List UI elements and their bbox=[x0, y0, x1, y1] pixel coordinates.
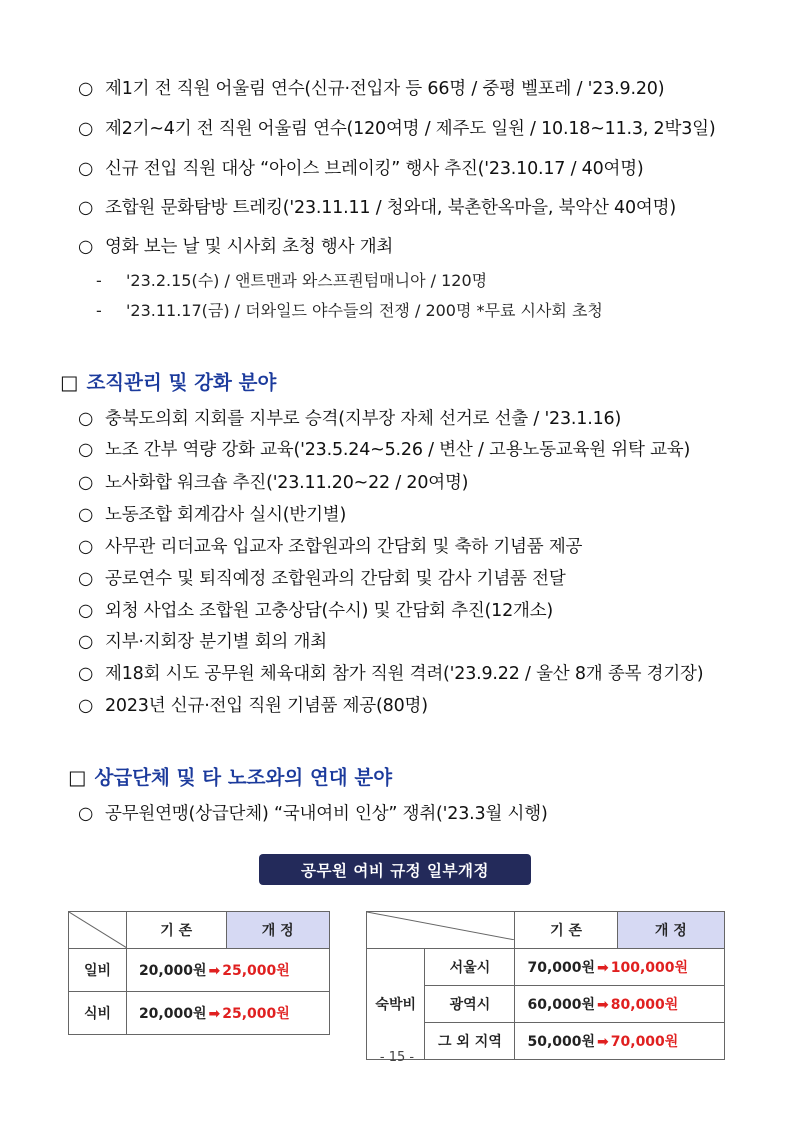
circle-marker-icon: ○ bbox=[78, 505, 94, 525]
table-row bbox=[69, 949, 330, 992]
list-item: ○ 신규 전입 직원 대상 “아이스 브레이킹” 행사 추진('23.10.17 / 40여명) bbox=[78, 159, 644, 179]
lodging-table bbox=[366, 911, 725, 1060]
sub-list-item: - '23.11.17(금) / 더와일드 야수들의 전쟁 / 200명 *무료 시사회 초청 bbox=[96, 301, 603, 320]
diagonal-line-icon bbox=[367, 912, 515, 940]
list-item: ○ 외청 사업소 조합원 고충상담(수시) 및 간담회 추진(12개소) bbox=[78, 601, 554, 621]
list-item: ○ 공무원연맹(상급단체) “국내여비 인상” 쟁취('23.3월 시행) bbox=[78, 804, 548, 824]
list-item: ○ 제18회 시도 공무원 체육대회 참가 직원 격려('23.9.22 / 울산 8개 종목 경기장) bbox=[78, 664, 704, 684]
column-header: 개 정 bbox=[617, 912, 724, 949]
list-item: ○ 제1기 전 직원 어울림 연수(신규·전입자 등 66명 / 중평 벨포레 / '23.9.20) bbox=[78, 79, 665, 99]
row-values: 60,000원 ➡ 80,000원 bbox=[515, 986, 725, 1023]
list-item: ○ 공로연수 및 퇴직예정 조합원과의 간담회 및 감사 기념품 전달 bbox=[78, 569, 566, 589]
table-row bbox=[367, 949, 725, 986]
right-arrow-icon: ➡ bbox=[597, 997, 609, 1013]
right-arrow-icon: ➡ bbox=[208, 963, 221, 979]
row-label: 서울시 bbox=[425, 949, 515, 986]
row-values: 50,000원 ➡ 70,000원 bbox=[515, 1023, 725, 1060]
circle-marker-icon: ○ bbox=[78, 198, 94, 218]
group-label: 숙박비 bbox=[367, 949, 425, 1060]
diagonal-line-icon bbox=[69, 912, 127, 948]
column-header: 개 정 bbox=[226, 912, 330, 949]
table-header-row bbox=[367, 912, 725, 949]
row-label: 식비 bbox=[69, 992, 127, 1035]
list-item: ○ 노사화합 워크숍 추진('23.11.20~22 / 20여명) bbox=[78, 473, 469, 493]
dash-marker-icon: - bbox=[96, 301, 102, 320]
row-label: 일비 bbox=[69, 949, 127, 992]
circle-marker-icon: ○ bbox=[78, 237, 94, 257]
right-arrow-icon: ➡ bbox=[597, 960, 609, 976]
square-marker-icon: □ bbox=[60, 371, 79, 394]
circle-marker-icon: ○ bbox=[78, 664, 94, 684]
right-arrow-icon: ➡ bbox=[597, 1034, 609, 1050]
right-arrow-icon: ➡ bbox=[208, 1006, 221, 1022]
column-header: 기 존 bbox=[515, 912, 617, 949]
circle-marker-icon: ○ bbox=[78, 696, 94, 716]
row-label: 광역시 bbox=[425, 986, 515, 1023]
row-label: 그 외 지역 bbox=[425, 1023, 515, 1060]
table-row bbox=[69, 992, 330, 1035]
table-corner-cell bbox=[69, 912, 127, 949]
circle-marker-icon: ○ bbox=[78, 569, 94, 589]
list-item: ○ 영화 보는 날 및 시사회 초청 행사 개최 bbox=[78, 237, 394, 257]
section-heading: □ 상급단체 및 타 노조와의 연대 분야 bbox=[68, 766, 393, 789]
table-banner-title: 공무원 여비 규정 일부개정 bbox=[259, 854, 531, 885]
square-marker-icon: □ bbox=[68, 766, 87, 789]
circle-marker-icon: ○ bbox=[78, 632, 94, 652]
list-item: ○ 노동조합 회계감사 실시(반기별) bbox=[78, 505, 347, 525]
list-item: ○ 노조 간부 역량 강화 교육('23.5.24~5.26 / 변산 / 고용노동교육원 위탁 교육) bbox=[78, 440, 691, 460]
circle-marker-icon: ○ bbox=[78, 601, 94, 621]
allowance-table bbox=[68, 911, 330, 1035]
table-header-row bbox=[69, 912, 330, 949]
list-item: ○ 제2기~4기 전 직원 어울림 연수(120여명 / 제주도 일원 / 10.18~11.3, 2박3일) bbox=[78, 119, 716, 139]
list-item: ○ 지부·지회장 분기별 회의 개최 bbox=[78, 632, 327, 652]
list-item: ○ 충북도의회 지회를 지부로 승격(지부장 자체 선거로 선출 / '23.1.16) bbox=[78, 409, 622, 429]
circle-marker-icon: ○ bbox=[78, 804, 94, 824]
row-values: 20,000원 ➡ 25,000원 bbox=[126, 992, 329, 1035]
list-item: ○ 사무관 리더교육 입교자 조합원과의 간담회 및 축하 기념품 제공 bbox=[78, 537, 583, 557]
column-header: 기 존 bbox=[126, 912, 226, 949]
circle-marker-icon: ○ bbox=[78, 79, 94, 99]
circle-marker-icon: ○ bbox=[78, 409, 94, 429]
page-number: - 15 - bbox=[379, 1050, 415, 1065]
list-item: ○ 조합원 문화탐방 트레킹('23.11.11 / 청와대, 북촌한옥마을, 북악산 40여명) bbox=[78, 198, 676, 218]
table-corner-cell bbox=[367, 912, 515, 949]
list-item: ○ 2023년 신규·전입 직원 기념품 제공(80명) bbox=[78, 696, 428, 716]
circle-marker-icon: ○ bbox=[78, 159, 94, 179]
circle-marker-icon: ○ bbox=[78, 473, 94, 493]
circle-marker-icon: ○ bbox=[78, 119, 94, 139]
section-heading: □ 조직관리 및 강화 분야 bbox=[60, 371, 277, 394]
dash-marker-icon: - bbox=[96, 271, 102, 290]
circle-marker-icon: ○ bbox=[78, 440, 94, 460]
sub-list-item: - '23.2.15(수) / 앤트맨과 와스프퀀텀매니아 / 120명 bbox=[96, 271, 488, 290]
row-values: 70,000원 ➡ 100,000원 bbox=[515, 949, 725, 986]
circle-marker-icon: ○ bbox=[78, 537, 94, 557]
row-values: 20,000원 ➡ 25,000원 bbox=[126, 949, 329, 992]
